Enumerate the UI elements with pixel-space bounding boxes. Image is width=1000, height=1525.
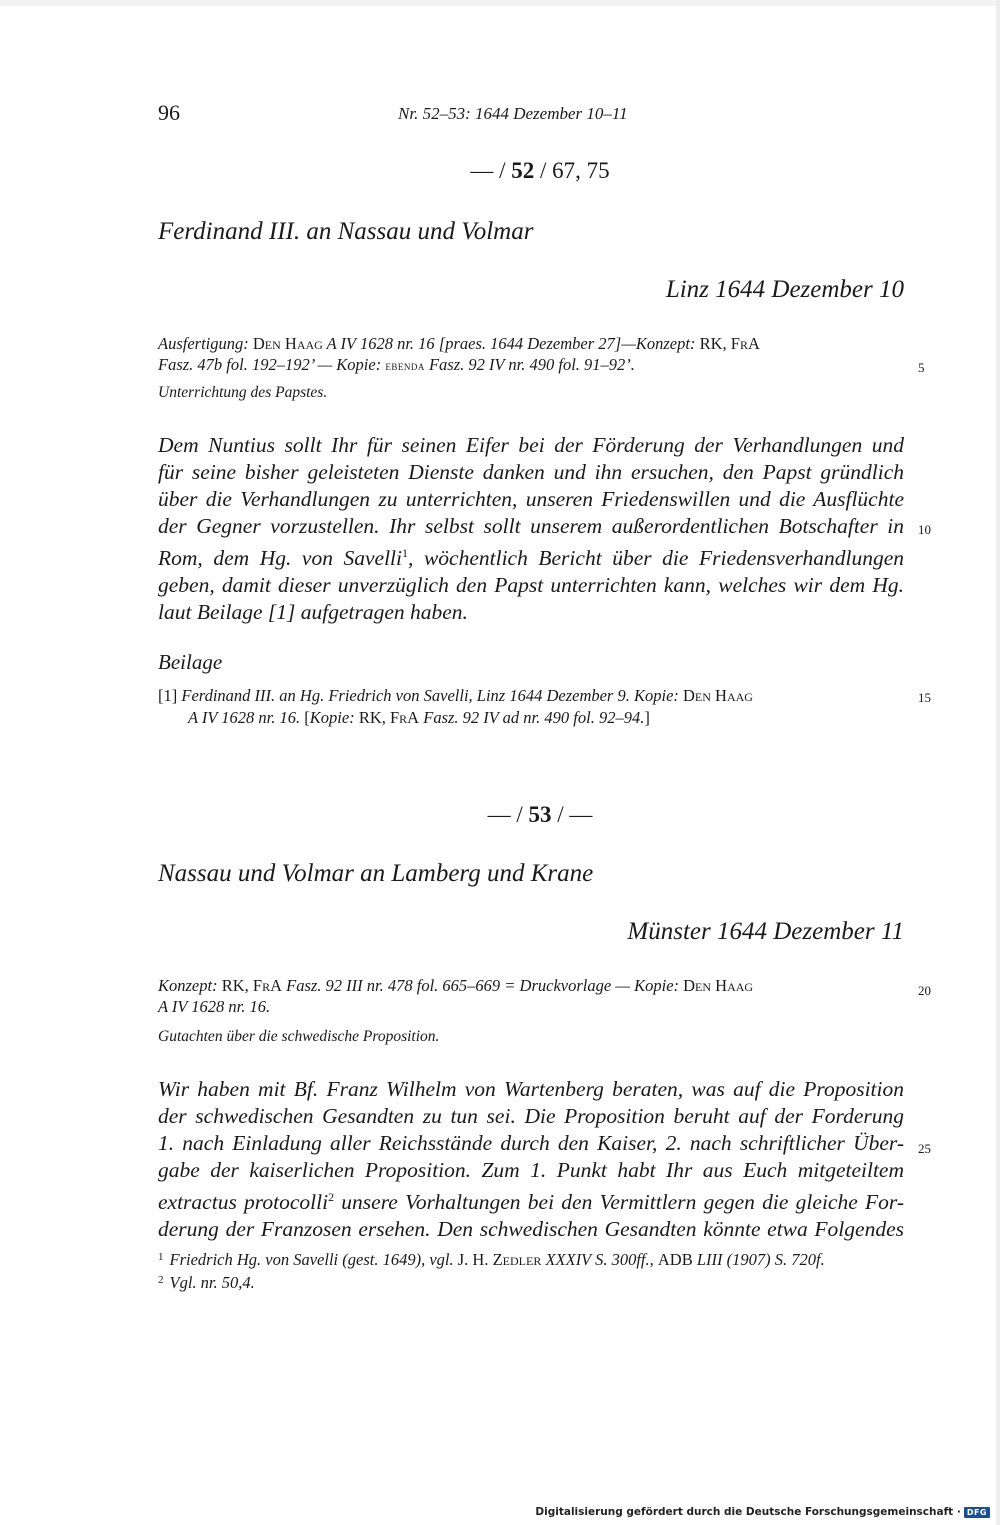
footnote-marker: 2 [158,1274,164,1286]
footnote-text: LIII (1907) S. 720f. [692,1250,825,1269]
doc-53-title: Nassau und Volmar an Lamberg und Krane [158,860,594,887]
source-text: Konzept: [158,976,222,995]
footnote-text: XXXIV S. 300ff., [541,1250,658,1269]
author-name: Zedler [492,1250,542,1269]
doc-52-summary: Unterrichtung des Papstes. [158,384,328,401]
doc-52-date: Linz 1644 Dezember 10 [665,276,904,303]
footnote-marker: 1 [158,1251,164,1263]
archive-abbrev: RK, [358,708,390,727]
body-fragment: extractus protocolli [158,1190,329,1214]
doc-52-number-post: / 67, 75 [534,158,610,183]
footnotes [158,1247,904,1293]
archive-name: Den Haag [683,686,753,705]
body-line: Dem Nuntius sollt Ihr für seinen Eifer bei der Förderung der Verhandlungen und [158,433,904,457]
body-fragment: Rom, dem Hg. von Savelli [158,546,403,570]
doc-53-number-main: 53 [528,802,552,827]
body-line: 1. nach Einladung aller Reichsstände durch den Kaiser, 2. nach schriftlicher Über- [158,1131,904,1155]
footnote-1 [158,1247,904,1270]
beilage-text: A IV 1628 nr. 16. [188,708,305,727]
page-number: 96 [158,100,180,125]
source-ebenda: ebenda [385,358,425,373]
footnote-ref: 2 [328,1190,335,1204]
beilage-text: Fasz. 92 IV ad nr. 490 fol. 92–94. [419,708,645,727]
credit-text: Digitalisierung gefördert durch die Deutsche Forschungsgemeinschaft · [535,1506,961,1518]
archive-abbrev: FrA [390,708,420,727]
beilage-item-1 [158,685,904,729]
body-fragment: , wöchentlich Bericht über die Friedensverhandlungen [408,546,904,570]
page-right-edge [996,0,1000,1525]
footnote-text: ADB [657,1250,693,1269]
dfg-credit [535,1506,990,1518]
doc-52-number-main: 52 [511,158,535,183]
archive-name: Den Haag [252,334,323,353]
doc-52-number-pre: — / [470,158,512,183]
archive-abbrev: RK, [221,976,253,995]
source-text: A IV 1628 nr. 16 [praes. 1644 Dezember 27]—Konzept: [322,334,700,353]
body-line: der Gegner vorzustellen. Ihr selbst sollt unserem außerordentlichen Botschafter in [158,514,904,538]
doc-53-source [158,975,904,1017]
archive-name: Den Haag [683,976,754,995]
footnote-text: Vgl. nr. 50,4. [169,1273,255,1292]
archive-abbrev: FrA [730,334,760,353]
doc-53-date: Münster 1644 Dezember 11 [627,918,904,945]
archive-abbrev: FrA [252,976,282,995]
doc-53-summary: Gutachten über die schwedische Proposition. [158,1028,440,1045]
running-head: Nr. 52–53: 1644 Dezember 10–11 [398,104,628,123]
source-text: Ausfertigung: [158,334,253,353]
doc-52-title: Ferdinand III. an Nassau und Volmar [158,218,534,245]
page-top-edge [0,0,1000,6]
source-line [158,976,753,995]
beilage-heading: Beilage [158,650,223,674]
source-text: Fasz. 92 IV nr. 490 fol. 91–92’. [424,355,635,374]
footnote-text: Friedrich Hg. von Savelli (gest. 1649), vgl. [169,1250,458,1269]
body-line [158,1184,904,1216]
body-line: Wir haben mit Bf. Franz Wilhelm von Wartenberg beraten, was auf die Proposition [158,1077,904,1101]
beilage-text: Ferdinand III. an Hg. Friedrich von Savelli, Linz 1644 Dezember 9. Kopie: [181,686,684,705]
line-number: 20 [918,983,931,998]
line-number: 15 [918,690,931,705]
body-line: derung der Franzosen ersehen. Den schwedischen Gesandten könnte etwa Folgendes [158,1217,904,1241]
doc-52-source [158,333,904,376]
body-line [158,540,904,572]
source-line [158,355,635,374]
body-line: gabe der kaiserlichen Proposition. Zum 1. Punkt habt Ihr aus Euch mitgeteiltem [158,1158,904,1182]
line-number: 5 [918,360,925,375]
footnote-ref: 1 [402,546,409,560]
body-fragment: unsere Vorhaltungen bei den Vermittlern gegen die gleiche For- [334,1190,904,1214]
beilage-line [158,707,904,729]
line-number: 25 [918,1141,931,1156]
body-line: geben, damit dieser unverzüglich den Papst unterrichten kann, welches wir dem Hg. [158,573,904,597]
footnote-2 [158,1270,904,1293]
body-line: laut Beilage [1] aufgetragen haben. [158,600,468,624]
source-text: Fasz. 47b fol. 192–192’ — Kopie: [158,355,386,374]
doc-53-number [0,802,1000,828]
source-line [158,334,760,353]
doc-53-body [158,1076,904,1243]
doc-52-number [0,158,1000,184]
body-line: für seine bisher geleisteten Dienste danken und ihn ersuchen, den Papst gründlich [158,460,904,484]
beilage-text: Kopie: [309,708,359,727]
line-number: 10 [918,522,931,537]
bracket: [ [304,708,310,727]
archive-abbrev: RK, [699,334,731,353]
beilage-index: [1] [158,686,182,705]
footnote-text: J. H. [457,1250,493,1269]
doc-53-number-post: / — [551,802,593,827]
bracket: ] [644,708,650,727]
doc-52-body [158,432,904,626]
source-text: Fasz. 92 III nr. 478 fol. 665–669 = Druckvorlage — Kopie: [282,976,684,995]
body-line: über die Verhandlungen zu unterrichten, unseren Friedenswillen und die Ausflüchte [158,487,904,511]
body-line: der schwedischen Gesandten zu tun sei. Die Proposition beruht auf der Forderung [158,1104,904,1128]
source-line: A IV 1628 nr. 16. [158,997,271,1016]
dfg-logo-icon: DFG [964,1507,990,1518]
doc-53-number-pre: — / [487,802,529,827]
beilage-line [158,686,753,705]
